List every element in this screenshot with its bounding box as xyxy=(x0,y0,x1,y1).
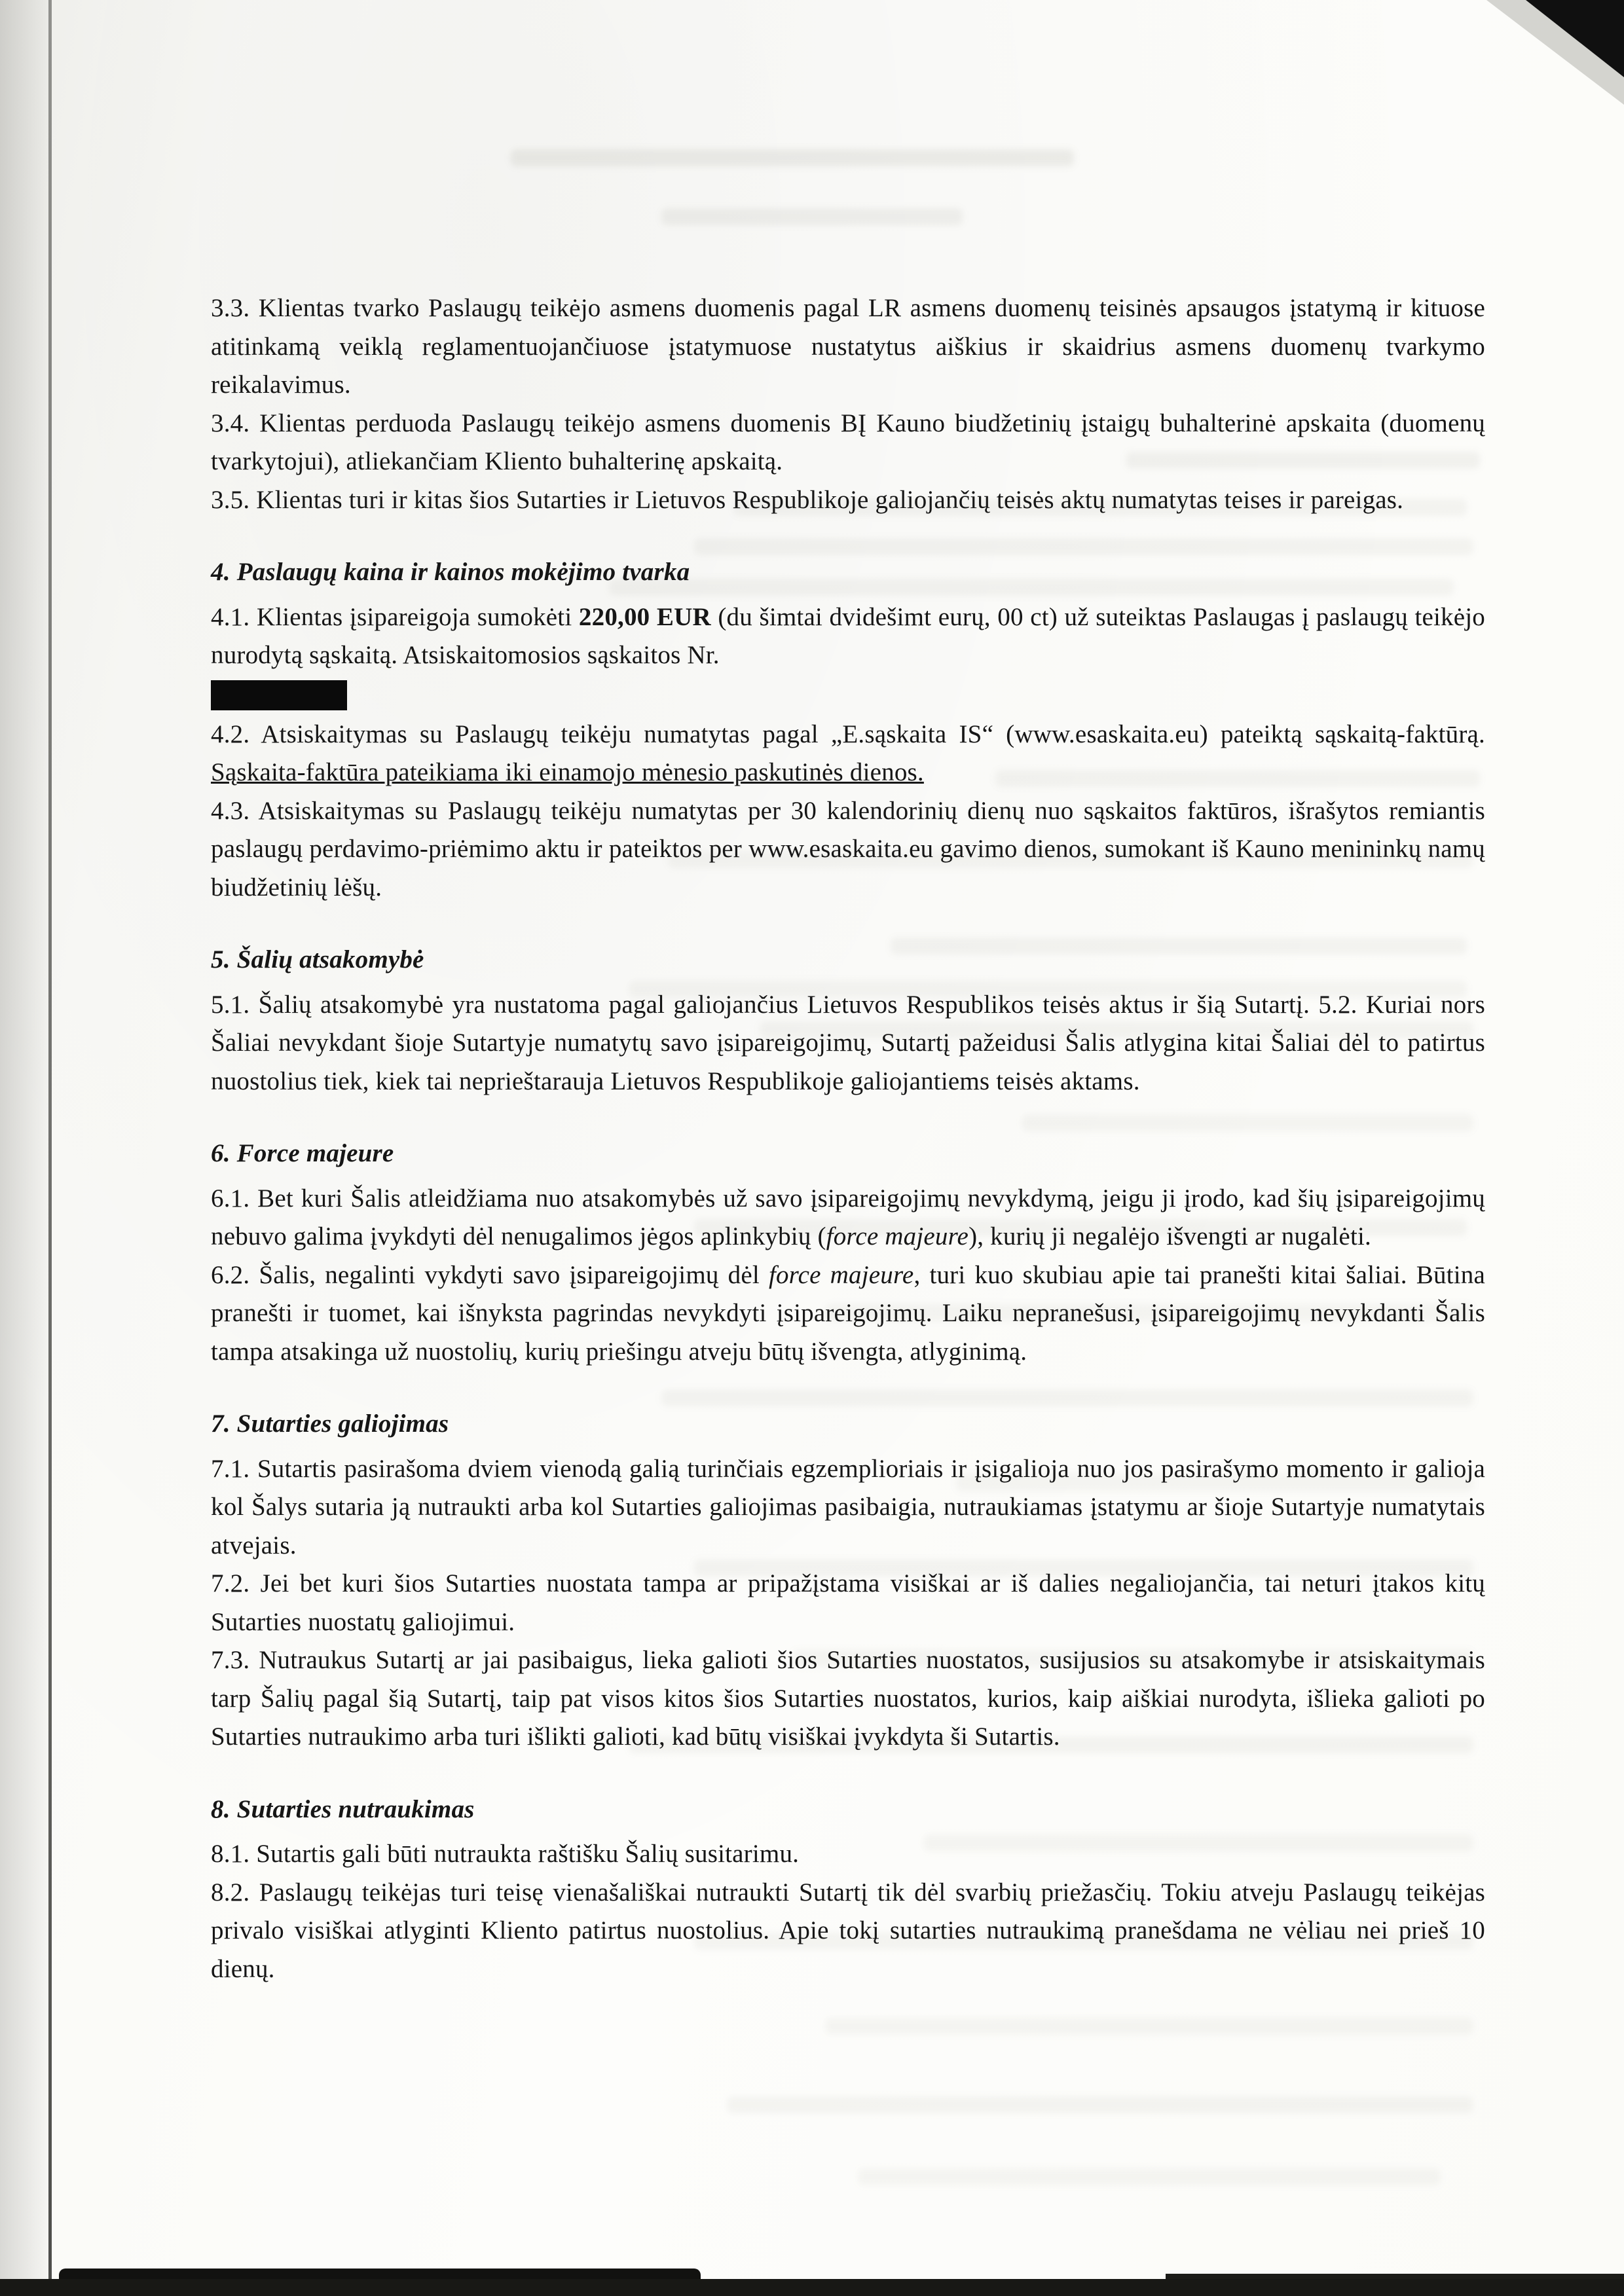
clause-5-1: 5.1. Šalių atsakomybė yra nustatoma pagal galiojančius Lietuvos Respublikos teisės aktus ir šią Sutartį. 5.2. Kuriai nors Šaliai nevykdant šioje Sutartyje numatytų savo įsipareigojimų, Sutartį pažeidusi Šalis atlygina kitai Šaliai dėl to patirtus nuostolius tiek, kiek tai neprieštarauja Lietuvos Respublikoje galiojantiems teisės aktams. xyxy=(211,990,1485,1095)
redaction-bar xyxy=(211,680,347,710)
clause-6-2 xyxy=(211,1256,1485,1372)
scan-edge-line xyxy=(48,0,52,2296)
scan-left-shadow xyxy=(0,0,51,2296)
clause-7-1: 7.1. Sutartis pasirašoma dviem vienodą galią turinčiais egzemplioriais ir įsigalioja nuo jos pasirašymo momento ir galioja kol Šalys sutaria ją nutraukti arba kol Sutarties galiojimas pasibaigia, nutraukiamas įstatymu ar šioje Sutartyje numatytais atvejais. xyxy=(211,1454,1485,1559)
clause-4-1-text-cont: (du šimtai dvidešimt eurų, 00 ct) už suteiktas Paslaugas į paslaugų teikėjo nurodytą sąskaitą. Atsiskaitomosios sąskaitos Nr. xyxy=(211,602,1485,669)
clause-4-1 xyxy=(211,598,1485,675)
clause-7-2: 7.2. Jei bet kuri šios Sutarties nuostata tampa ar pripažįstama visiškai ar iš dalies negaliojančia, tai neturi įtakos kitų Sutarties nuostatų galiojimui. xyxy=(211,1569,1485,1636)
section-7-heading: 7. Sutarties galiojimas xyxy=(211,1410,449,1438)
clause-4-2 xyxy=(211,716,1485,792)
clause-4-2-text: 4.2. Atsiskaitymas su Paslaugų teikėju numatytas pagal „E.sąskaita IS“ (www.esaskaita.eu) pateiktą sąskaitą-faktūrą. xyxy=(211,720,1485,748)
section-5-heading: 5. Šalių atsakomybė xyxy=(211,945,424,974)
force-majeure-term: force majeure xyxy=(826,1222,969,1250)
scan-corner-artifact xyxy=(1526,0,1624,77)
force-majeure-term-2: force majeure xyxy=(768,1260,914,1289)
clause-4-2-underlined: Sąskaita-faktūra pateikiama iki einamojo mėnesio paskutinės dienos. xyxy=(211,758,924,786)
redacted-account-number-line xyxy=(211,675,1485,716)
clause-6-1-text-cont: ), kurių ji negalėjo išvengti ar nugalėti. xyxy=(969,1222,1371,1250)
clause-3-4: 3.4. Klientas perduoda Paslaugų teikėjo asmens duomenis BĮ Kauno biudžetinių įstaigų buhalterinė apskaita (duomenų tvarkytojui), atliekančiam Kliento buhalterinę apskaitą. xyxy=(211,409,1485,475)
clause-7-3: 7.3. Nutraukus Sutartį ar jai pasibaigus, lieka galioti šios Sutarties nuostatos, susijusios su atsakomybe ir atsiskaitymais tarp Šalių pagal šią Sutartį, taip pat visos kitos šios Sutarties nuostatos, kurios, kaip aiškiai nurodyta, išlieka galioti po Sutarties nutraukimo arba turi išlikti galioti, kad būtų visiškai įvykdyta ši Sutartis. xyxy=(211,1646,1485,1751)
section-4-heading: 4. Paslaugų kaina ir kainos mokėjimo tvarka xyxy=(211,558,690,586)
clause-3-5: 3.5. Klientas turi ir kitas šios Sutarties ir Lietuvos Respublikoje galiojančių teisės aktų numatytas teises ir pareigas. xyxy=(211,485,1404,514)
clause-6-2-text-cont: , turi kuo skubiau apie tai pranešti kitai šaliai. Būtina pranešti ir tuomet, kai išnyksta pagrindas nevykdyti įsipareigojimų. Laiku nepranešusi, įsipareigojimų nevykdanti Šalis tampa atsakinga už nuostolių, kurių priešingu atveju būtų išvengta, atlyginimą. xyxy=(211,1260,1486,1366)
clause-4-1-text: 4.1. Klientas įsipareigoja sumokėti xyxy=(211,602,579,631)
clause-3-3: 3.3. Klientas tvarko Paslaugų teikėjo asmens duomenis pagal LR asmens duomenų teisinės apsaugos įstatymą ir kituose atitinkamą veiklą reglamentuojančiuose įstatymuose nustatytus aiškius ir skaidrius asmens duomenų tvarkymo reikalavimus. xyxy=(211,294,1485,399)
contract-text-block xyxy=(211,289,1485,1988)
clause-6-2-text: 6.2. Šalis, negalinti vykdyti savo įsipareigojimų dėl xyxy=(211,1260,769,1289)
scan-bottom-edge xyxy=(0,2279,1624,2296)
clause-4-3: 4.3. Atsiskaitymas su Paslaugų teikėju numatytas per 30 kalendorinių dienų nuo sąskaitos faktūros, išrašytos remiantis paslaugų perdavimo-priėmimo aktu ir pateiktos per www.esaskaita.eu gavimo dienos, sumokant iš Kauno menininkų namų biudžetinių lėšų. xyxy=(211,796,1485,902)
clause-6-1 xyxy=(211,1180,1485,1256)
clause-8-2: 8.2. Paslaugų teikėjas turi teisę vienašališkai nutraukti Sutartį tik dėl svarbių priežasčių. Tokiu atveju Paslaugų teikėjas privalo visiškai atlyginti Kliento patirtus nuostolius. Apie tokį sutarties nutraukimą pranešdama ne vėliau nei prieš 10 dienų. xyxy=(211,1878,1485,1983)
section-6-heading: 6. Force majeure xyxy=(211,1139,394,1167)
clause-6-1-text: 6.1. Bet kuri Šalis atleidžiama nuo atsakomybės už savo įsipareigojimų nevykdymą, jeigu ji įrodo, kad šių įsipareigojimų nebuvo galima įvykdyti dėl nenugalimos jėgos aplinkybių ( xyxy=(211,1184,1485,1250)
clause-8-1: 8.1. Sutartis gali būti nutraukta raštišku Šalių susitarimu. xyxy=(211,1840,800,1868)
section-8-heading: 8. Sutarties nutraukimas xyxy=(211,1795,475,1823)
contract-amount: 220,00 EUR xyxy=(578,602,711,631)
